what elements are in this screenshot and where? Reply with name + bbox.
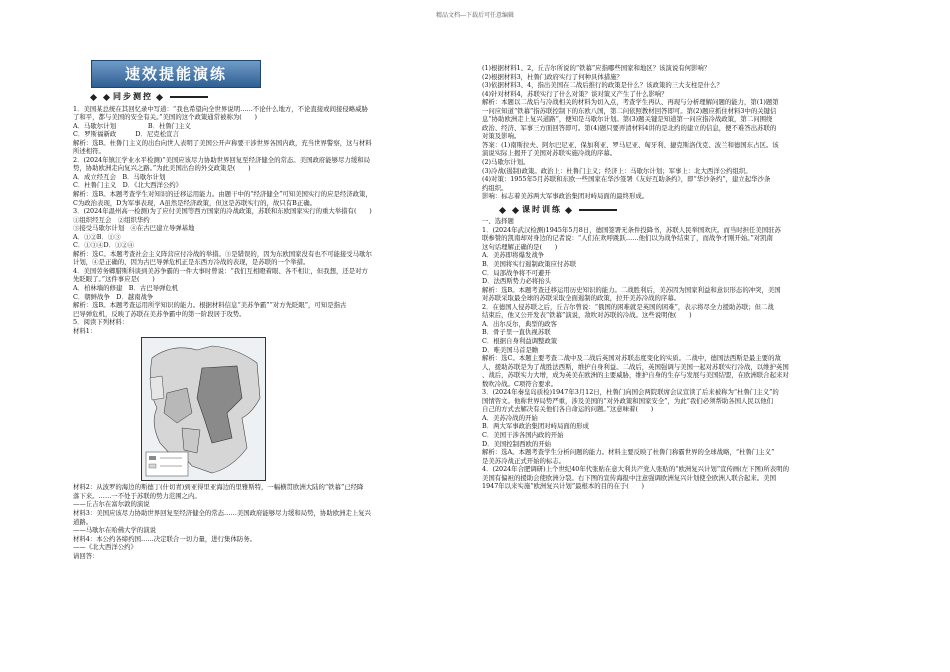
text-line: 人，援助苏联是为了战胜法西斯，维护自身利益。二战后，英国强调与美国一起对苏联实行冷战，以维护英国 [482,362,789,371]
text-line: A．①②B．①③ [73,232,121,241]
text-line: 演说实际上揭开了美国对苏联实施冷战的序幕。 [482,149,617,158]
text-line: 自己的方式去解决有关他们各自命运的问题。”这意味着( ) [482,405,654,414]
heading-rule [579,209,617,211]
text-line: (1)根据材料1、2，丘吉尔所说的“铁幕”应指哪些国家和地区？该演说有何影响？ [482,64,711,72]
text-line: 材料1： [73,326,97,335]
diamond-icon [565,206,572,213]
text-line: 2．(2024年镇江学业水平检测)“美国应该尽力协助世界回复至经济健全的常态。美国政府能够尽力缓和局 [73,155,370,164]
text-line: 数吹冷战。C项符合要求。 [482,379,558,388]
text-line: 解析：选B。本题考查迁移运用历史知识的能力。二战胜利后，美苏因为国家利益和意识形态的冲突，美国 [482,285,781,294]
text-line: 道路。 [73,517,93,526]
text-line: 答案：(1)南斯拉夫、阿尔巴尼亚、保加利亚、罗马尼亚、匈牙利、捷克斯洛伐克、波兰和德国东占区。该 [482,140,779,149]
text-line: A．柏林墙的修建 B．古巴导弹危机 [73,284,179,293]
text-line: 材料4：本公约各缔约国……决定联合一切力量，进行集体防务。 [73,534,257,543]
text-line: 了和平，都与美国的安全有关。”美国的这个政策通常被称为( ) [73,113,257,122]
text-line: (3)冷战(遏制)政策。政治上：杜鲁门主义；经济上：马歇尔计划；军事上：北大西洋公约组织。 [482,166,752,175]
text-line: 5．阅读下列材料： [73,318,129,327]
diamond-icon [90,94,97,101]
text-line: 息“协助欧洲走上复兴道路”，便知是马歇尔计划。第(3)题关键是知道第一问应指冷战政策，第二问围绕 [482,115,773,124]
text-line: 约组织。 [482,183,508,192]
text-line: 美国有偏袒的援助会使欧洲分裂。右下图的宣传海报中注意强调欧洲复兴计划使全欧洲人联合起来。美国 [482,473,776,482]
right-text-block [482,64,882,201]
text-line: 结束后，他又公开发表“铁幕”演说，敌吹对苏联的冷战。这些说明他( ) [482,311,692,320]
text-line: 所述相符。 [73,147,105,156]
text-line: ①组织经互会 ②组织华约 [73,215,150,224]
text-line: C．根据自身利益调整政策 [482,336,558,345]
text-line: 解析：本题以二战后与冷战相关的材料为切入点，考查学生再认、再现与分析理解问题的能力，第(1)题第 [482,98,779,107]
lesson-heading: 课时训练 [496,206,882,215]
text-line: ——马歇尔在哈佛大学的演说 [73,526,157,535]
text-line: 对策及影响。 [482,132,521,141]
text-line: A．成立经互会 B．马歇尔计划 [73,172,166,181]
text-line: B．两大军事政治集团对峙局面的形成 [482,422,589,431]
text-line: ③接受马歇尔计划 ④在古巴建立导弹基地 [73,224,195,233]
text-line: 先眨眼了。”这件事应是( ) [73,275,155,284]
text-line: 联参赞的凯南却对身边的记者说：“人们在欢呼跳跃……他们以为战争结束了，而战争才刚开始。”对凯南 [482,234,773,243]
text-line: B．骨子里一直仇视苏联 [482,328,551,337]
text-line: C为政治表现，D为军事表现，A虽然是经济政策，但这是苏联实行的，故只有B正确。 [73,198,316,207]
text-line: A．美苏即将爆发战争 [482,251,545,260]
text-line: D．美国控制西欧的开始 [482,439,552,448]
text-line: 政治、经济、军事三方面回答即可。第(4)题只要弄清材料4讲的是北约的建立的信息，便不难答出苏联的 [482,123,777,132]
left-text-block-2 [73,483,468,560]
text-line: 国情咨文。他称世界局势严重，涉及美国的“对外政策和国家安全”，为此“我们必须帮助各国人民以他们 [482,396,773,405]
text-line: 4．(2024年合肥调研)上个世纪40年代张贴在意大利共产党人张贴的“欧洲复兴计划”宣传画(左下图)所表明的 [482,465,789,474]
page-header: 精品文档---下载后可任意编辑 [435,12,515,19]
text-line: (4)对策：1955年5月苏联和东欧一些国家在华沙签署《友好互助条约》，即“华沙条约”，建立起华沙条 [482,175,771,184]
text-line: ——《北大西洋公约》 [73,543,137,552]
text-line: 2．在德国人侵苏联之后，丘吉尔曾说：“俄国的困难就是英国的困难”，表示将尽全力援助苏联；但二战 [482,302,774,311]
text-line: A．美苏冷战的开始 [482,413,538,422]
sync-heading: 同步测控 [87,93,468,102]
text-line: C．局部战争将不可避开 [482,268,551,277]
text-line: 材料2：从波罗的海边的斯德丁(什切青)到亚得里亚海边的里雅斯特，一幅横贯欧洲大陆的“铁幕”已经降 [73,483,364,492]
text-line: C．朝鲜战争 D．越南战争 [73,292,154,301]
text-line: C．美国干涉各国内政的开始 [482,430,564,439]
text-line: 是美苏冷战正式开始的标志。 [482,456,566,465]
text-line: (3)依据材料3、4，指出美国在二战后推行的政策是什么？该政策的三大支柱是什么？ [482,81,723,90]
diamond-icon [103,94,110,101]
text-line: 请回答： [73,551,99,560]
text-line: (4)针对材料4，苏联实行了什么对策？谈对策又产生了什么影响？ [482,89,668,98]
text-line: 4．美国劳务卿腊斯科谈到美苏争霸的一件大事时曾说：“我们互相瞪着眼、各不相让，但我想，还是对方 [73,266,368,275]
text-line: 解析：选C。本题主要考查二战中及二战后英国对苏联态度变化的实质。二战中，德国法西斯是最主要的敌 [482,354,781,363]
text-line: ——丘吉尔在富尔敦的演说 [73,500,150,509]
text-line: C．杜鲁门主义 D．《北大西洋公约》 [73,181,183,190]
text-line: 影响：标志着美苏两大军事政治集团对峙局面的最终形成。 [482,192,649,201]
europe-map-image [141,337,266,481]
text-line: D．唯美国马首是瞻 [482,345,539,354]
left-text-block [73,105,468,336]
diamond-icon [512,206,519,213]
text-line: 解析：选B。本题考查学生对知识的迁移运用能力。由题干中的“经济健全”可知美国实行的应是经济政策， [73,190,372,199]
text-line: 3．(2024年温州高一检测)为了应付美国等西方国家的冷战政策，苏联和东欧国家实行的重大举措有( ) [73,207,372,216]
text-line: 解析：选A。本题考查学生分析问题的能力。材料主要反映了杜鲁门称霸世界的全球战略，“杜鲁门主义” [482,448,775,457]
text-line: 这句话理解正确的是( ) [482,242,558,251]
text-line: D．法西斯势力必将抬头 [482,277,552,286]
right-column [482,64,882,491]
text-line: 解析：选C。本题考查社会主义阵营应付冷战的举措。③是错误的，因为东欧国家没有也不可能接受马歇尔 [73,249,372,258]
diamond-icon [499,206,506,213]
right-text-block-2 [482,217,882,491]
heading-rule [170,96,208,98]
diamond-icon [156,94,163,101]
text-line: 、战后，苏联实力大增，成为英美在欧洲的主要威胁，维护自身的生存与发展与美国结盟，在欧洲联合起来对 [482,371,789,380]
text-line: A．马歇尔计划 B．杜鲁门主义 [73,121,191,130]
text-line: 3．(2024年秦皇岛质检)1947年3月12日，杜鲁门向国会两院联席会议宣读了后来被称为“杜鲁门主义”的 [482,388,779,397]
text-line: 1．(2024年武汉检测)1945年5月8日，德国签署无条件投降书，苏联人民举国欢庆。而当时担任美国驻苏 [482,225,781,234]
text-line: 一、选择题 [482,217,514,226]
text-line: A．出尔反尔，典型的政客 [482,319,557,328]
text-line: 落下来。……一不处于苏联的势力范围之内。 [73,491,201,500]
text-line: 材料3：美国应该尽力协助世界回复至经济健全的常态……美国政府能够尽力缓和局势，协助欧洲走上复兴 [73,508,372,517]
text-line: 解析：选B。杜鲁门主义的出台向世人表明了美国公开声称要干涉世界各国内政，充当世界警察，这与材料 [73,138,372,147]
text-line: 一问应知道“铁幕”指苏联控制下的东欧八国，第二问依照教材回答即可。第(2)题应抓住材料3中的关键信 [482,106,777,115]
text-line: 势，协助欧洲走向复兴之路。”为此美国出台的外交政策是( ) [73,164,251,173]
left-column [73,56,468,560]
text-line: (2)根据材料3，杜鲁门政府实行了何种具体措施？ [482,72,623,81]
text-line: 1947年以来实施“欧洲复兴计划”最根本的目的在于( ) [482,482,644,491]
text-line: C．罗斯福新政 D．尼克松宣言 [73,130,179,139]
text-line: 1．美国某总统在其回忆录中写道：“我也希望向全世界说明……不论什么地方，不论直接或间接侵略威胁 [73,104,368,113]
text-line: 解析：选B。本题考查运用所学知识的能力。根据材料信息“美苏争霸”“对方先眨眼”，可知是指古 [73,301,347,310]
text-line: C．①③④D．①②④ [73,241,135,250]
text-line: (2)马歇尔计划。 [482,158,530,167]
text-line: 巴导弹危机，反映了苏联在美苏争霸中的第一阶段居于攻势。 [73,309,246,318]
text-line: B．美国将实行遏制政策应付苏联 [482,260,577,269]
text-line: 对苏联采取最全球的苏联采取全面遏制的政策，拉开美苏冷战的序幕。 [482,294,681,303]
section-banner: 速效提能演练 [91,60,261,88]
text-line: 计划，④是正确的，因为古巴导弹危机正是东西方冷战的表现，是苏联的一个举措。 [73,258,310,267]
